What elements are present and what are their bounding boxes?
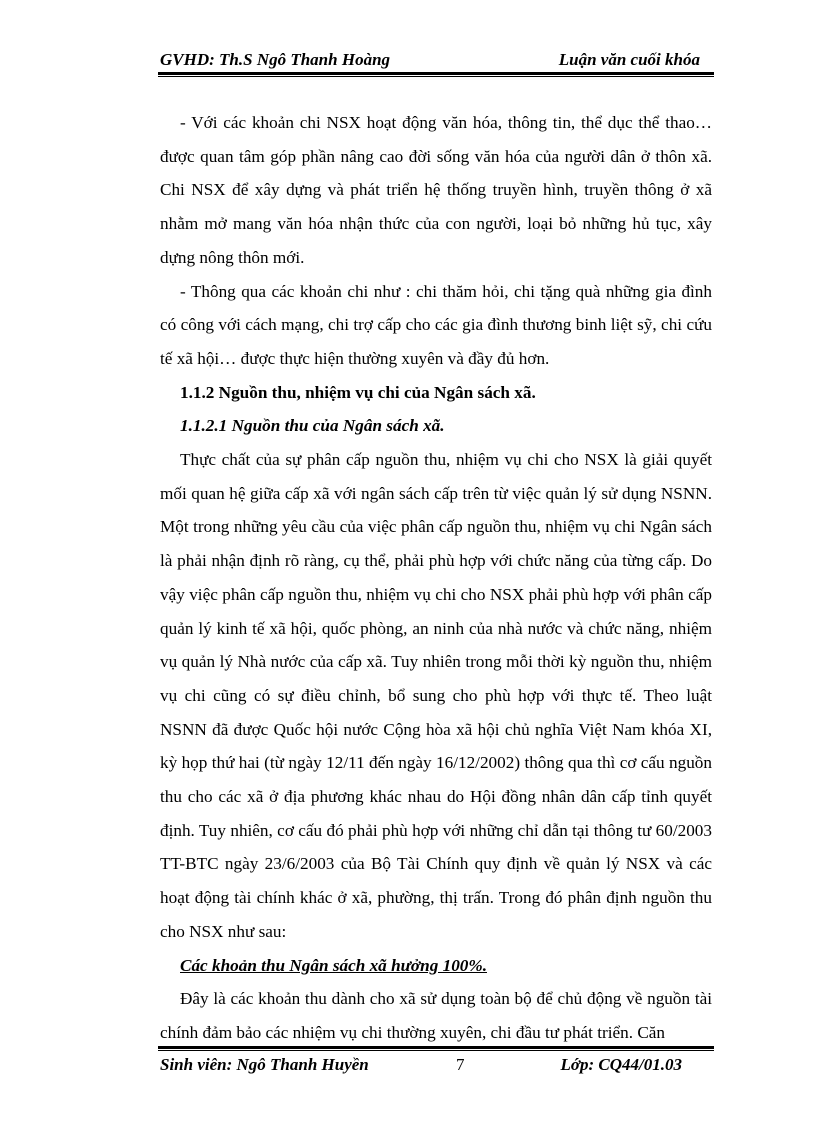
header-advisor: GVHD: Th.S Ngô Thanh Hoàng bbox=[160, 50, 391, 69]
section-heading-1-1-2: 1.1.2 Nguồn thu, nhiệm vụ chi của Ngân sách xã. bbox=[180, 382, 536, 402]
header-rule bbox=[158, 72, 714, 75]
header-rule-thin bbox=[158, 76, 714, 77]
footer-rule bbox=[158, 1046, 714, 1049]
footer-student: Sinh viên: Ngô Thanh Huyền bbox=[160, 1055, 369, 1074]
document-body bbox=[160, 106, 712, 1050]
page-number: 7 bbox=[456, 1055, 465, 1074]
header-doc-type: Luận văn cuối khóa bbox=[558, 50, 700, 69]
page-header bbox=[160, 48, 710, 72]
subheading-100-percent-revenue: Các khoản thu Ngân sách xã hưởng 100%. bbox=[180, 955, 487, 975]
footer-class: Lớp: CQ44/01.03 bbox=[560, 1055, 682, 1074]
paragraph-commune-revenue: Đây là các khoản thu dành cho xã sử dụng toàn bộ để chủ động về nguồn tài chính đảm bảo các nhiệm vụ chi thường xuyên, chi đầu tư phát triển. Căn bbox=[160, 989, 712, 1042]
paragraph-revenue-allocation: Thực chất của sự phân cấp nguồn thu, nhiệm vụ chi cho NSX là giải quyết mối quan hệ giữa cấp xã với ngân sách cấp trên từ việc quản lý sử dụng NSNN. Một trong những yêu cầu của việc phân cấp nguồn thu, nhiệm vụ chi Ngân sách là phải nhận định rõ ràng, cụ thể, phải phù hợp với chức năng của từng cấp. Do vậy việc phân cấp nguồn thu, nhiệm vụ chi cho NSX phải phù hợp với phân cấp quản lý kinh tế xã hội, quốc phòng, an ninh của nhà nước và chức năng, nhiệm vụ quản lý Nhà nước của cấp xã. Tuy nhiên trong mỗi thời kỳ nguồn thu, nhiệm vụ chi cũng có sự điều chỉnh, bổ sung cho phù hợp với thực tế. Theo luật NSNN đã được Quốc hội nước Cộng hòa xã hội chủ nghĩa Việt Nam khóa XI, kỳ họp thứ hai (từ ngày 12/11 đến ngày 16/12/2002) thông qua thì cơ cấu nguồn thu cho các xã ở địa phương khác nhau do Hội đồng nhân dân cấp tỉnh quyết định. Tuy nhiên, cơ cấu đó phải phù hợp với những chỉ dẫn tại thông tư 60/2003 TT-BTC ngày 23/6/2003 của Bộ Tài Chính quy định về quản lý NSX và các hoạt động tài chính khác ở xã, phường, thị trấn. Trong đó phân định nguồn thu cho NSX như sau: bbox=[160, 450, 712, 941]
section-heading-1-1-2-1: 1.1.2.1 Nguồn thu của Ngân sách xã. bbox=[180, 416, 445, 436]
page-footer bbox=[160, 1055, 712, 1079]
footer-rule-thin bbox=[158, 1050, 714, 1051]
paragraph-social-spending: - Thông qua các khoản chi như : chi thăm hỏi, chi tặng quà những gia đình có công với cách mạng, chi trợ cấp cho các gia đình thương binh liệt sỹ, chi cứu tế xã hội… được thực hiện thường xuyên và đầy đủ hơn. bbox=[160, 281, 712, 368]
paragraph-culture-spending: - Với các khoản chi NSX hoạt động văn hóa, thông tin, thể dục thể thao… được quan tâm góp phần nâng cao đời sống văn hóa của người dân ở thôn xã. Chi NSX để xây dựng và phát triển hệ thống truyền hình, truyền thông ở xã nhằm mở mang văn hóa nhận thức của con người, loại bỏ những hủ tục, xây dựng nông thôn mới. bbox=[160, 113, 712, 267]
